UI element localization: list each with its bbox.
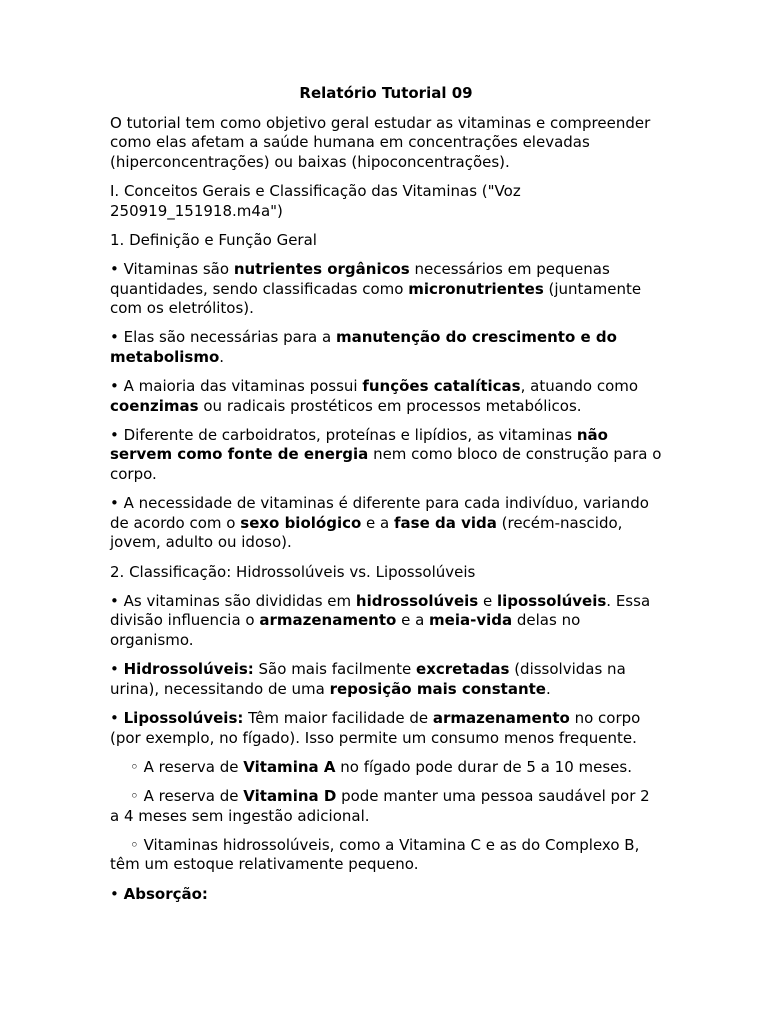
- section-heading: I. Conceitos Gerais e Classificação das Vitaminas ("Voz 250919_151918.m4a"): [110, 181, 521, 220]
- subsection-heading: 1. Definição e Função Geral: [110, 230, 317, 249]
- sub-bullet-vitamin-d: ◦ A reserva de Vitamina D pode manter uma pessoa saudável por 2 a 4 meses sem ingestão adicional.: [110, 786, 650, 825]
- subsection-heading: 2. Classificação: Hidrossolúveis vs. Lipossolúveis: [110, 562, 476, 581]
- bullet-water-soluble: • Hidrossolúveis: São mais facilmente excretadas (dissolvidas na urina), necessitando de uma reposição mais constante.: [110, 660, 626, 698]
- bullet-fat-soluble: • Lipossolúveis: Têm maior facilidade de armazenamento no corpo (por exemplo, no fígado). Isso permite um consumo menos frequente.: [110, 708, 641, 747]
- bullet-absorption: • Absorção:: [110, 884, 208, 903]
- sub-bullet-water-soluble-stock: ◦ Vitaminas hidrossolúveis, como a Vitamina C e as do Complexo B, têm um estoque relativamente pequeno.: [110, 835, 640, 874]
- bullet-maintenance: • Elas são necessárias para a manutenção do crescimento e do metabolismo.: [110, 328, 617, 366]
- document-title: Relatório Tutorial 09: [299, 84, 473, 102]
- bullet-classification: • As vitaminas são divididas em hidrossolúveis e lipossolúveis. Essa divisão influencia o armazenamento e a meia-vida delas no organismo.: [110, 591, 651, 649]
- intro-paragraph: O tutorial tem como objetivo geral estudar as vitaminas e compreender como elas afetam a saúde humana em concentrações elevadas (hiperconcentrações) ou baixas (hipoconcentrações).: [110, 113, 651, 171]
- sub-bullet-vitamin-a: ◦ A reserva de Vitamina A no fígado pode durar de 5 a 10 meses.: [130, 757, 632, 776]
- bullet-definition: • Vitaminas são nutrientes orgânicos necessários em pequenas quantidades, sendo classificadas como micronutrientes (juntamente com os eletrólitos).: [110, 259, 642, 318]
- bullet-needs: • A necessidade de vitaminas é diferente para cada indivíduo, variando de acordo com o sexo biológico e a fase da vida (recém-nascido, jovem, adulto ou idoso).: [110, 494, 649, 552]
- bullet-catalytic: • A maioria das vitaminas possui funções catalíticas, atuando como coenzimas ou radicais prostéticos em processos metabólicos.: [110, 377, 639, 415]
- bullet-energy: • Diferente de carboidratos, proteínas e lipídios, as vitaminas não servem como fonte de energia nem como bloco de construção para o corpo.: [110, 425, 662, 484]
- document-page: [110, 84, 662, 914]
